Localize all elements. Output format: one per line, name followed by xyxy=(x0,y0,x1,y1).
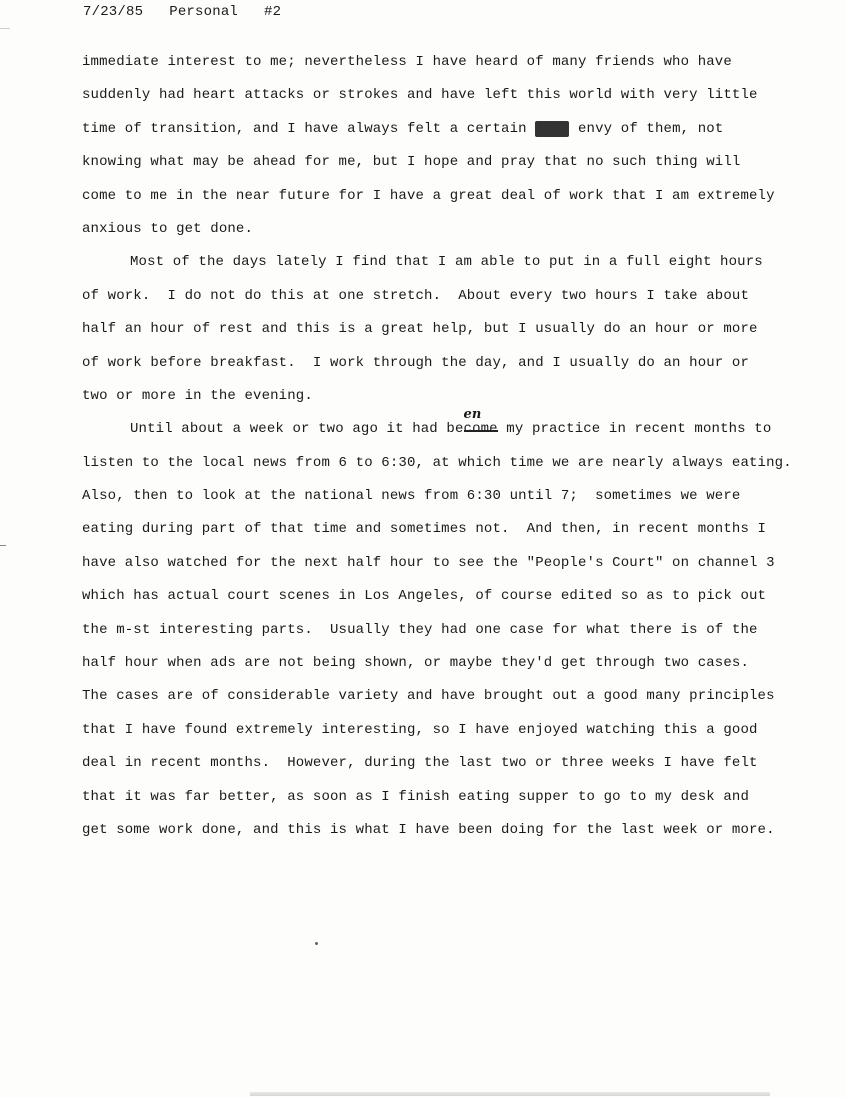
text-segment: envy of them, not xyxy=(569,120,724,137)
text-segment: my practice in recent months to xyxy=(497,421,772,438)
paper-speck xyxy=(315,942,318,945)
text-line: Most of the days lately I find that I am able to put in a full eight hours xyxy=(130,254,763,271)
header-title: Personal xyxy=(169,4,239,20)
paper-edge-mark xyxy=(0,28,10,29)
text-line: The cases are of considerable variety and have brought out a good many principles xyxy=(82,688,775,705)
text-line: Also, then to look at the national news from 6:30 until 7; sometimes we were xyxy=(82,488,741,505)
paper-edge-mark xyxy=(0,545,6,546)
page-header xyxy=(83,4,281,20)
text-line: have also watched for the next half hour to see the "People's Court" on channel 3 xyxy=(82,554,775,571)
text-line: half hour when ads are not being shown, or maybe they'd get through two cases. xyxy=(82,655,750,672)
handwritten-insert: en xyxy=(463,407,482,423)
text-line xyxy=(82,119,802,152)
text-segment: time of transition, and I have always felt a certain xyxy=(82,120,536,137)
text-segment: Until about a week or two ago it had be xyxy=(130,421,464,438)
text-line: of work. I do not do this at one stretch. About every two hours I take about xyxy=(82,287,750,304)
text-line: deal in recent months. However, during the last two or three weeks I have felt xyxy=(82,755,758,772)
text-line: half an hour of rest and this is a great help, but I usually do an hour or more xyxy=(82,321,758,338)
text-line: the m-st interesting parts. Usually they had one case for what there is of the xyxy=(82,621,758,638)
text-line xyxy=(82,407,802,452)
text-line: suddenly had heart attacks or strokes and have left this world with very little xyxy=(82,87,758,104)
text-line: of work before breakfast. I work through the day, and I usually do an hour or xyxy=(82,354,750,371)
text-line: which has actual court scenes in Los Angeles, of course edited so as to pick out xyxy=(82,588,767,605)
text-line: immediate interest to me; nevertheless I have heard of many friends who have xyxy=(82,54,732,70)
header-page-number: #2 xyxy=(264,4,282,20)
text-line: that it was far better, as soon as I finish eating supper to go to my desk and xyxy=(82,788,750,805)
scan-shadow xyxy=(250,1092,770,1096)
header-date: 7/23/85 xyxy=(83,4,144,20)
struck-word: come xyxy=(463,421,498,438)
document-body xyxy=(82,52,802,853)
text-line: knowing what may be ahead for me, but I hope and pray that no such thing will xyxy=(82,154,741,171)
text-line: listen to the local news from 6 to 6:30, at which time we are nearly always eating. xyxy=(82,454,792,471)
text-line: eating during part of that time and sometimes not. And then, in recent months I xyxy=(82,521,767,538)
text-line: two or more in the evening. xyxy=(82,387,313,404)
text-line: come to me in the near future for I have a great deal of work that I am extremely xyxy=(82,187,775,204)
text-line: anxious to get done. xyxy=(82,220,254,237)
text-line: get some work done, and this is what I have been doing for the last week or more. xyxy=(82,821,775,838)
struck-word: envy xyxy=(535,120,570,137)
text-line: that I have found extremely interesting, so I have enjoyed watching this a good xyxy=(82,721,758,738)
